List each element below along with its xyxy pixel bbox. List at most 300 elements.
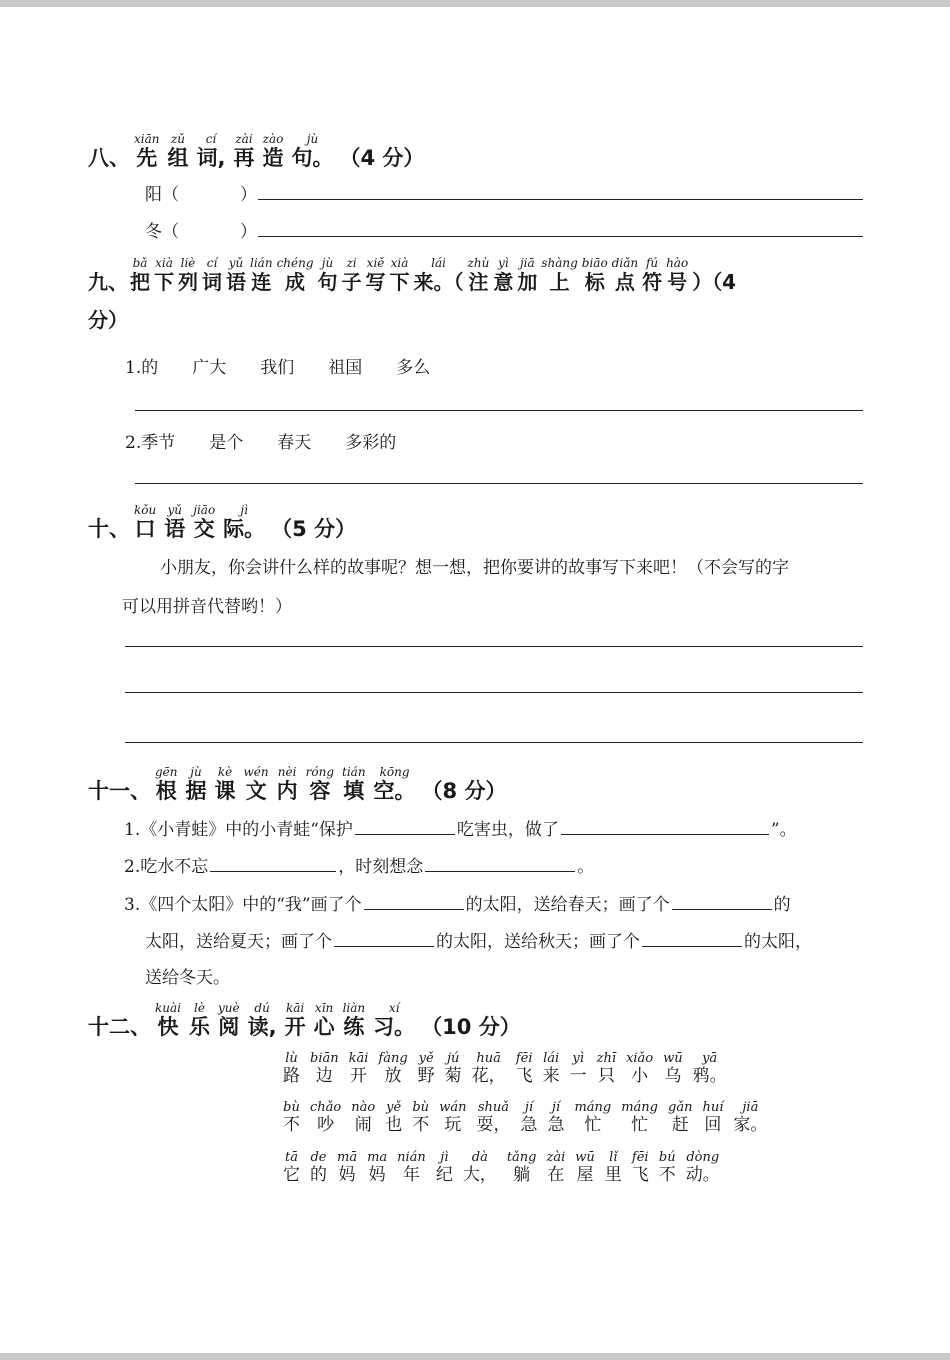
hanzi: 习。 <box>373 1015 416 1039</box>
hanzi: 词 <box>202 270 222 294</box>
pinyin: jù <box>321 256 334 270</box>
hanzi: 花， <box>471 1066 506 1086</box>
hanzi: 内 <box>276 779 298 803</box>
hanzi: 年 <box>402 1165 420 1185</box>
hanzi: 符 <box>642 270 663 294</box>
pinyin: lù <box>285 1051 298 1066</box>
hanzi: 它 <box>283 1165 300 1185</box>
hanzi: 根 <box>155 779 177 803</box>
section-number: 十一、 <box>88 779 151 803</box>
ruby-char <box>178 256 198 294</box>
section-9-title <box>128 256 690 294</box>
pinyin: xīn <box>314 1001 334 1015</box>
answer-line[interactable] <box>125 646 863 647</box>
ruby-char <box>244 765 269 803</box>
pinyin: huí <box>702 1100 724 1115</box>
pinyin: zhī <box>596 1051 617 1066</box>
pinyin: yǔ <box>167 503 182 517</box>
hanzi: 屋 <box>576 1165 594 1185</box>
hanzi: 乌 <box>664 1066 682 1086</box>
hanzi: 躺 <box>513 1165 531 1185</box>
ruby-char <box>130 256 150 294</box>
fill-blank[interactable] <box>642 930 742 947</box>
hanzi: 读, <box>247 1015 277 1039</box>
section-score: （4 分） <box>339 146 425 170</box>
ruby-char <box>418 1052 435 1086</box>
pinyin: jí <box>551 1100 561 1115</box>
hanzi: 再 <box>233 146 255 170</box>
ruby-char <box>248 1001 277 1039</box>
pinyin: fàng <box>378 1051 408 1066</box>
hanzi: 开 <box>284 1015 306 1039</box>
poem-line-2 <box>278 1101 772 1135</box>
hanzi: 课 <box>214 779 236 803</box>
fill-blank[interactable] <box>355 818 455 835</box>
answer-line[interactable] <box>258 236 863 237</box>
pinyin: cí <box>206 256 218 270</box>
pinyin: xiǎo <box>626 1051 654 1066</box>
hanzi: 造 <box>262 146 284 170</box>
hanzi: 交 <box>193 517 215 541</box>
pinyin: jú <box>446 1051 460 1066</box>
ruby-char <box>189 1001 210 1039</box>
section-10-title <box>130 503 269 541</box>
answer-line[interactable] <box>258 199 863 200</box>
pinyin: jiā <box>742 1100 759 1115</box>
pinyin: lián <box>250 256 273 270</box>
pinyin: kuài <box>155 1001 181 1015</box>
ruby-char <box>223 503 265 541</box>
question-11-2 <box>124 852 594 877</box>
ruby-char <box>686 1151 720 1185</box>
hanzi: 口 <box>134 517 156 541</box>
pinyin: nào <box>351 1100 376 1115</box>
pinyin: kǒu <box>134 503 157 517</box>
ruby-char <box>468 256 490 294</box>
ruby-char <box>659 1151 676 1185</box>
hanzi: 纪 <box>435 1165 453 1185</box>
hanzi: 边 <box>315 1066 333 1086</box>
ruby-char <box>397 1151 426 1185</box>
q-text: 太阳，送给夏天；画了个 <box>145 932 332 952</box>
ruby-char <box>277 765 298 803</box>
prompt-text: 小朋友，你会讲什么样的故事呢？想一想，把你要讲的故事写下来吧！（不会写的字 <box>160 558 789 578</box>
ruby-char <box>570 1052 587 1086</box>
ruby-char <box>575 1151 595 1185</box>
hanzi: 忙 <box>584 1115 602 1135</box>
hanzi: 野 <box>417 1066 435 1086</box>
section-score-unit: 分） <box>88 308 128 332</box>
question-11-3 <box>124 890 791 915</box>
ruby-char <box>351 1101 375 1135</box>
hanzi: 乐 <box>189 1015 210 1039</box>
pinyin: yì <box>572 1051 584 1066</box>
ruby-char <box>215 765 236 803</box>
hanzi: 鸦。 <box>692 1066 727 1086</box>
ruby-char <box>546 1151 565 1185</box>
section-number: 八、 <box>88 146 130 170</box>
pinyin: wén <box>243 765 269 779</box>
hanzi: 快 <box>157 1015 179 1039</box>
pinyin: shuǎ <box>477 1100 510 1115</box>
pinyin: tǎng <box>506 1150 537 1165</box>
ruby-char <box>226 256 246 294</box>
hanzi: 家。 <box>733 1115 768 1135</box>
hanzi: 成 <box>285 270 306 294</box>
ruby-char <box>517 256 537 294</box>
pinyin: fēi <box>631 1150 649 1165</box>
ruby-char <box>155 765 178 803</box>
ruby-char <box>733 1101 767 1135</box>
hanzi: 在 <box>547 1165 565 1185</box>
ruby-char <box>541 256 577 294</box>
pinyin: xià <box>155 256 173 270</box>
pinyin: gǎn <box>668 1100 693 1115</box>
ruby-char <box>412 1101 429 1135</box>
pinyin: fēi <box>515 1051 533 1066</box>
ruby-char <box>547 1101 564 1135</box>
pinyin: kāi <box>348 1051 369 1066</box>
answer-line[interactable] <box>125 742 863 743</box>
ruby-char <box>626 1052 653 1086</box>
fill-blank[interactable] <box>364 893 464 910</box>
hanzi: 不 <box>412 1115 430 1135</box>
pinyin: kāi <box>285 1001 305 1015</box>
ruby-char <box>612 256 638 294</box>
section-score: （5 分） <box>271 517 357 541</box>
q-text: 。 <box>577 857 595 877</box>
ruby-char <box>342 765 366 803</box>
q-text: 的 <box>773 895 791 915</box>
q-text: 1.《小青蛙》中的小青蛙“保护 <box>124 820 353 840</box>
hanzi: 阅 <box>218 1015 240 1039</box>
ruby-char <box>374 765 416 803</box>
pinyin: biāo <box>581 256 608 270</box>
hanzi: 里 <box>604 1165 622 1185</box>
ruby-char <box>463 1151 497 1185</box>
q-text: 的太阳， <box>744 932 812 952</box>
ruby-char <box>373 1001 415 1039</box>
hanzi: 闹 <box>354 1115 372 1135</box>
hanzi: 填 <box>343 779 365 803</box>
pinyin: yuè <box>218 1001 240 1015</box>
hanzi: 飞 <box>515 1066 533 1086</box>
section-8-title <box>130 132 337 170</box>
item-char: 阳（ <box>145 185 179 205</box>
hanzi: 词, <box>196 146 226 170</box>
ruby-char <box>666 256 688 294</box>
pinyin: bù <box>412 1100 430 1115</box>
hanzi: 文 <box>245 779 267 803</box>
pinyin: yě <box>386 1100 402 1115</box>
ruby-char <box>168 132 189 170</box>
pinyin: fú <box>645 256 659 270</box>
pinyin: chéng <box>276 256 314 270</box>
pinyin: yā <box>702 1051 718 1066</box>
pinyin: gēn <box>155 765 178 779</box>
pinyin: xiān <box>134 132 160 146</box>
ruby-char <box>574 1101 611 1135</box>
hanzi: 来。（ <box>413 270 464 294</box>
hanzi: 飞 <box>631 1165 649 1185</box>
pinyin: jiāo <box>193 503 216 517</box>
ruby-char <box>378 1052 407 1086</box>
section-number: 十二、 <box>88 1015 151 1039</box>
ruby-char <box>693 1052 727 1086</box>
pinyin: zhù <box>467 256 490 270</box>
ruby-char <box>285 1001 306 1039</box>
pinyin: huā <box>476 1051 501 1066</box>
q-text: 2.吃水不忘 <box>124 857 209 877</box>
pinyin: jí <box>524 1100 534 1115</box>
hanzi: 动。 <box>685 1165 720 1185</box>
ruby-char <box>283 1101 300 1135</box>
hanzi: 下 <box>154 270 174 294</box>
ruby-char <box>164 503 185 541</box>
ruby-char <box>186 765 207 803</box>
section-8-heading <box>88 132 424 170</box>
hanzi: 写 <box>365 270 386 294</box>
hanzi: 小 <box>631 1066 649 1086</box>
hanzi: 路 <box>283 1066 300 1086</box>
ruby-char <box>343 1001 366 1039</box>
pinyin: zài <box>235 132 253 146</box>
ruby-char <box>193 503 215 541</box>
hanzi: 放 <box>384 1066 402 1086</box>
fill-blank[interactable] <box>210 855 336 872</box>
pinyin: cí <box>205 132 217 146</box>
ruby-char <box>154 256 174 294</box>
pinyin: wū <box>575 1150 595 1165</box>
section-number: 十、 <box>88 517 130 541</box>
hanzi: 际。 <box>223 517 266 541</box>
pinyin: zài <box>546 1150 566 1165</box>
item-paren-close: ） <box>240 185 257 205</box>
pinyin: bǎ <box>132 256 148 270</box>
question-9-1: 1.的 广大 我们 祖国 多么 <box>125 358 431 378</box>
hanzi: 语 <box>226 270 246 294</box>
pinyin: jù <box>190 765 202 779</box>
hanzi: 的 <box>310 1165 327 1185</box>
ruby-char <box>507 1151 537 1185</box>
hanzi: 句。 <box>291 146 334 170</box>
pinyin: mā <box>337 1150 358 1165</box>
q-text: 的太阳，送给春天；画了个 <box>465 895 670 915</box>
hanzi: 心 <box>313 1015 335 1039</box>
pinyin: shàng <box>541 256 578 270</box>
hanzi: 上 <box>549 270 570 294</box>
pinyin: jì <box>440 1150 449 1165</box>
question-11-3-cont <box>145 927 812 952</box>
hanzi: 子 <box>341 270 362 294</box>
hanzi: 加 <box>517 270 538 294</box>
ruby-char <box>621 1101 658 1135</box>
hanzi: 耍， <box>476 1115 511 1135</box>
hanzi: 急 <box>547 1115 565 1135</box>
hanzi: 不 <box>283 1115 300 1135</box>
ruby-char <box>337 1151 357 1185</box>
pinyin: xiě <box>366 256 385 270</box>
ruby-char <box>349 1052 369 1086</box>
ruby-char <box>283 1052 300 1086</box>
pinyin: lè <box>194 1001 205 1015</box>
hanzi: 语 <box>164 517 186 541</box>
q-text: 3.《四个太阳》中的“我”画了个 <box>124 895 362 915</box>
ruby-char <box>318 256 338 294</box>
ruby-char <box>493 256 513 294</box>
fill-blank[interactable] <box>425 855 575 872</box>
ruby-char <box>218 1001 240 1039</box>
hanzi: 先 <box>136 146 158 170</box>
hanzi: 也 <box>385 1115 403 1135</box>
ruby-char <box>436 1151 453 1185</box>
pinyin: diǎn <box>611 256 639 270</box>
pinyin: jì <box>240 503 248 517</box>
pinyin: bú <box>658 1150 676 1165</box>
pinyin: jiā <box>519 256 535 270</box>
section-number: 九、 <box>88 270 128 294</box>
answer-line[interactable] <box>125 692 863 693</box>
pinyin: máng <box>574 1100 612 1115</box>
pinyin: nèi <box>277 765 297 779</box>
ruby-char <box>445 1052 462 1086</box>
pinyin: hào <box>666 256 689 270</box>
pinyin: wū <box>663 1051 683 1066</box>
ruby-char <box>439 1101 466 1135</box>
section-score: （10 分） <box>421 1015 521 1039</box>
pinyin: de <box>310 1150 327 1165</box>
hanzi: 妈 <box>368 1165 386 1185</box>
ruby-char <box>310 1151 327 1185</box>
pinyin: lái <box>431 256 446 270</box>
hanzi: 容 <box>309 779 331 803</box>
pinyin: lái <box>543 1051 560 1066</box>
section-9-score-wrap <box>88 308 128 332</box>
ruby-char <box>233 132 254 170</box>
hanzi: 妈 <box>338 1165 356 1185</box>
pinyin: tián <box>342 765 366 779</box>
ruby-char <box>262 132 283 170</box>
pinyin: ma <box>367 1150 388 1165</box>
ruby-char <box>367 1151 387 1185</box>
ruby-char <box>520 1101 537 1135</box>
q-text: 的太阳，送给秋天；画了个 <box>436 932 640 952</box>
hanzi: 大， <box>462 1165 497 1185</box>
hanzi: 据 <box>185 779 207 803</box>
hanzi: 句 <box>317 270 338 294</box>
hanzi: 下 <box>389 270 410 294</box>
fill-blank[interactable] <box>672 893 772 910</box>
pinyin: wán <box>439 1100 467 1115</box>
section-11-title <box>151 765 420 803</box>
ruby-char <box>291 132 333 170</box>
item-char: 冬（ <box>145 222 179 242</box>
ruby-char <box>605 1151 622 1185</box>
pinyin: yě <box>418 1051 434 1066</box>
section-score: ）（4 <box>692 270 737 294</box>
pinyin: yǔ <box>228 256 244 270</box>
fill-blank[interactable] <box>561 818 769 835</box>
section-9-heading <box>88 256 736 294</box>
hanzi: 意 <box>493 270 514 294</box>
ruby-char <box>306 765 334 803</box>
ruby-char <box>310 1052 339 1086</box>
pinyin: zào <box>262 132 284 146</box>
ruby-char <box>632 1151 649 1185</box>
hanzi: 忙 <box>631 1115 649 1135</box>
section-10-heading <box>88 503 356 541</box>
pinyin: liè <box>180 256 196 270</box>
ruby-char <box>366 256 386 294</box>
question-9-2: 2.季节 是个 春天 多彩的 <box>125 433 397 453</box>
hanzi: 把 <box>130 270 150 294</box>
hanzi: 连 <box>251 270 272 294</box>
pinyin: dú <box>254 1001 270 1015</box>
ruby-char <box>385 1101 402 1135</box>
ruby-char <box>197 132 226 170</box>
poem-line-3 <box>278 1151 725 1185</box>
ruby-char <box>277 256 314 294</box>
hanzi: 一 <box>569 1066 587 1086</box>
hanzi: 玩 <box>444 1115 462 1135</box>
q-text: 吃害虫，做了 <box>456 820 559 840</box>
hanzi: 菊 <box>444 1066 462 1086</box>
pinyin: bù <box>283 1100 300 1115</box>
ruby-char <box>250 256 273 294</box>
hanzi: 来 <box>542 1066 560 1086</box>
pinyin: liàn <box>342 1001 366 1015</box>
q-text: ”。 <box>770 820 797 840</box>
fill-blank[interactable] <box>334 930 434 947</box>
pinyin: chǎo <box>310 1100 342 1115</box>
hanzi: 点 <box>614 270 635 294</box>
ruby-char <box>134 132 160 170</box>
ruby-char <box>414 256 464 294</box>
ruby-char <box>543 1052 560 1086</box>
pinyin: jù <box>306 132 319 146</box>
section-12-heading <box>88 1001 521 1039</box>
hanzi: 号 <box>667 270 688 294</box>
pinyin: nián <box>397 1150 426 1165</box>
ruby-char <box>642 256 662 294</box>
hanzi: 赶 <box>671 1115 689 1135</box>
ruby-char <box>310 1101 341 1135</box>
hanzi: 练 <box>343 1015 365 1039</box>
ruby-char <box>314 1001 335 1039</box>
ruby-char <box>702 1101 723 1135</box>
ruby-char <box>202 256 222 294</box>
section-11-heading <box>88 765 506 803</box>
answer-line[interactable] <box>135 483 863 484</box>
pinyin: dòng <box>686 1150 720 1165</box>
pinyin: lǐ <box>609 1150 618 1165</box>
pinyin: biān <box>310 1051 339 1066</box>
hanzi: 列 <box>178 270 198 294</box>
pinyin: zǔ <box>170 132 186 146</box>
hanzi: 注 <box>468 270 489 294</box>
pinyin: zi <box>346 256 357 270</box>
section-score: （8 分） <box>421 779 507 803</box>
hanzi: 标 <box>584 270 605 294</box>
prompt-text: 可以用拼音代替哟！） <box>122 597 292 617</box>
ruby-char <box>283 1151 300 1185</box>
answer-line[interactable] <box>135 410 863 411</box>
ruby-char <box>342 256 362 294</box>
ruby-char <box>663 1052 683 1086</box>
ruby-char <box>476 1101 510 1135</box>
hanzi: 组 <box>167 146 189 170</box>
ruby-char <box>597 1052 616 1086</box>
